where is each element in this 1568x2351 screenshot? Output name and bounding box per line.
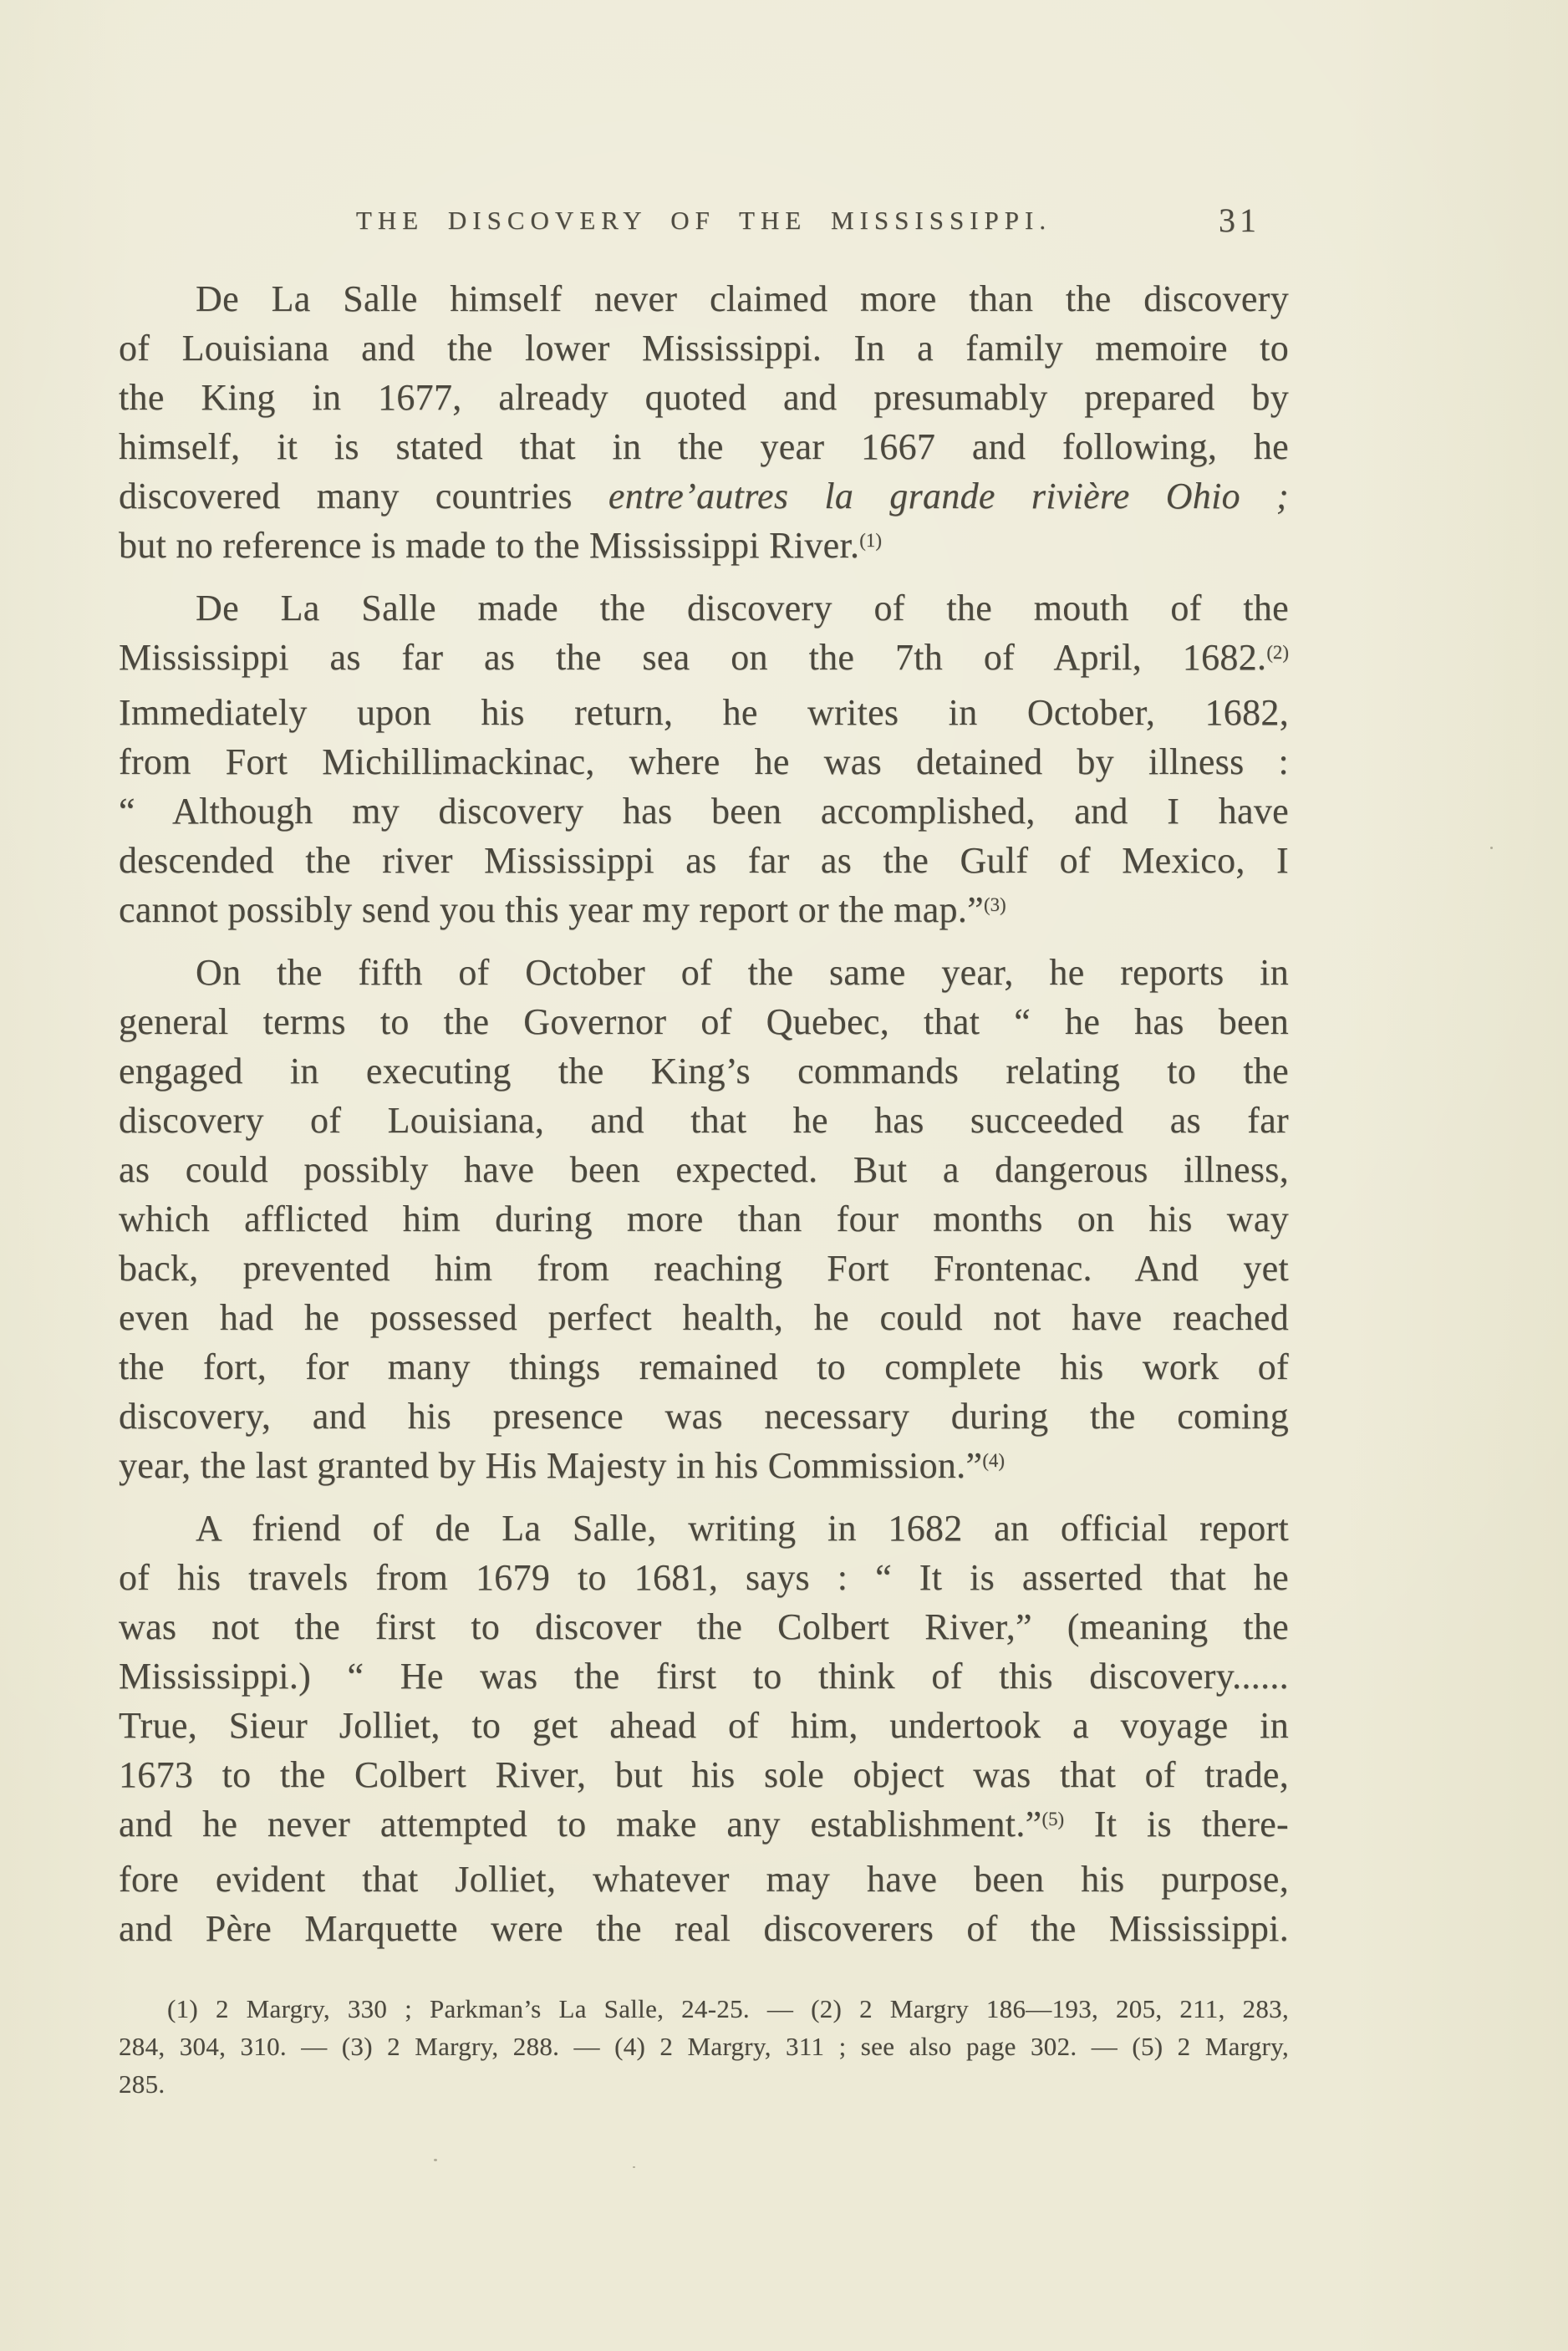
text-segment: It is there-	[1064, 1804, 1289, 1845]
text-segment: De La Salle made the discovery of the mouth of the	[196, 588, 1289, 628]
text-segment: was not the first to discover the Colbert River,” (meaning the	[119, 1606, 1289, 1647]
paragraph	[119, 1504, 1289, 1953]
text-line	[119, 583, 1289, 633]
text-segment: A friend of de La Salle, writing in 1682 an official report	[196, 1508, 1289, 1549]
text-line	[119, 1441, 1289, 1496]
text-line	[119, 1904, 1289, 1953]
text-segment: which afflicted him during more than four months on his way	[119, 1198, 1289, 1239]
text-segment: and Père Marquette were the real discoverers of the Mississippi.	[119, 1908, 1289, 1949]
paragraph	[119, 583, 1289, 940]
text-line	[119, 1504, 1289, 1553]
text-segment: of Louisiana and the lower Mississippi. In a family memoire to	[119, 328, 1289, 369]
text-segment: and he never attempted to make any establishment.”	[119, 1804, 1042, 1845]
text-line	[119, 1342, 1289, 1392]
text-line	[119, 471, 1289, 521]
running-title: THE DISCOVERY OF THE MISSISSIPPI.	[355, 206, 1052, 235]
text-line	[119, 688, 1289, 737]
text-line	[119, 948, 1289, 997]
text-segment: general terms to the Governor of Quebec, that “ he has been	[119, 1001, 1289, 1042]
text-line	[119, 1553, 1289, 1602]
text-segment: himself, it is stated that in the year 1667 and following, he	[119, 426, 1289, 467]
text-line	[119, 1855, 1289, 1904]
text-segment: On the fifth of October of the same year, he reports in	[196, 952, 1289, 993]
text-segment: but no reference is made to the Mississippi River.	[119, 525, 860, 566]
text-segment: (1) 2 Margry, 330 ; Parkman’s La Salle, 24-25. — (2) 2 Margry 186—193, 205, 211, 283,	[167, 1994, 1289, 2023]
text-line	[119, 521, 1289, 576]
text-segment: even had he possessed perfect health, he could not have reached	[119, 1297, 1289, 1338]
text-segment: De La Salle himself never claimed more than the discovery	[196, 278, 1289, 319]
text-segment: 1673 to the Colbert River, but his sole object was that of trade,	[119, 1754, 1289, 1795]
text-line	[119, 274, 1289, 323]
text-block	[119, 201, 1289, 2103]
text-line	[119, 2065, 1289, 2103]
text-segment: Mississippi.) “ He was the first to think of this discovery......	[119, 1656, 1289, 1697]
text-segment: cannot possibly send you this year my report or the map.”	[119, 889, 984, 930]
text-segment: discovery of Louisiana, and that he has succeeded as far	[119, 1100, 1289, 1141]
paper-speck	[1490, 847, 1493, 849]
paper-speck	[633, 2166, 635, 2168]
text-line	[119, 422, 1289, 471]
text-line	[119, 1750, 1289, 1799]
text-line	[119, 1392, 1289, 1441]
text-segment: as could possibly have been expected. But a dangerous illness,	[119, 1149, 1289, 1190]
text-segment: year, the last granted by His Majesty in his Commission.”	[119, 1445, 983, 1486]
text-segment: discovered many countries	[119, 476, 608, 517]
text-line	[119, 1096, 1289, 1145]
text-line	[119, 1046, 1289, 1096]
footnote-ref: (5)	[1041, 1809, 1065, 1830]
text-segment: engaged in executing the King’s commands relating to the	[119, 1051, 1289, 1092]
page-header	[119, 201, 1289, 249]
text-line	[119, 1651, 1289, 1701]
text-segment: the King in 1677, already quoted and presumably prepared by	[119, 377, 1289, 418]
footnote-ref: (1)	[859, 530, 882, 552]
text-segment: fore evident that Jolliet, whatever may have been his purpose,	[119, 1859, 1289, 1900]
paragraph	[119, 1990, 1289, 2103]
text-segment: entre’autres la grande rivière Ohio ;	[608, 476, 1289, 517]
paper-speck	[434, 2159, 437, 2161]
text-line	[119, 2028, 1289, 2065]
text-segment: True, Sieur Jolliet, to get ahead of him, undertook a voyage in	[119, 1705, 1289, 1746]
text-line	[119, 1799, 1289, 1855]
text-segment: Mississippi as far as the sea on the 7th of April, 1682.	[119, 637, 1267, 678]
text-line	[119, 1602, 1289, 1651]
footnotes	[119, 1990, 1289, 2103]
text-line	[119, 1145, 1289, 1194]
paragraph	[119, 274, 1289, 576]
text-line	[119, 786, 1289, 836]
text-segment: back, prevented him from reaching Fort Frontenac. And yet	[119, 1248, 1289, 1289]
text-segment: Immediately upon his return, he writes in October, 1682,	[119, 692, 1289, 733]
text-line	[119, 836, 1289, 885]
text-line	[119, 373, 1289, 422]
text-line	[119, 737, 1289, 786]
body-text	[119, 274, 1289, 1953]
text-line	[119, 323, 1289, 373]
page-number: 31	[1219, 201, 1260, 239]
text-segment: descended the river Mississippi as far as the Gulf of Mexico, I	[119, 840, 1289, 881]
footnote-ref: (3)	[984, 894, 1006, 916]
text-line	[119, 633, 1289, 688]
text-segment: the fort, for many things remained to complete his work of	[119, 1346, 1289, 1387]
text-segment: of his travels from 1679 to 1681, says : “ It is asserted that he	[119, 1557, 1289, 1598]
text-segment: from Fort Michillimackinac, where he was detained by illness :	[119, 741, 1289, 782]
text-segment: discovery, and his presence was necessary during the coming	[119, 1396, 1289, 1437]
text-line	[119, 1194, 1289, 1244]
text-line	[119, 1244, 1289, 1293]
paragraph	[119, 948, 1289, 1496]
text-line	[119, 997, 1289, 1046]
text-segment: “ Although my discovery has been accomplished, and I have	[119, 791, 1289, 832]
text-line	[119, 1293, 1289, 1342]
footnote-ref: (2)	[1266, 642, 1289, 664]
text-line	[119, 1990, 1289, 2028]
text-line	[119, 885, 1289, 940]
text-segment: 285.	[119, 2069, 165, 2099]
footnote-ref: (4)	[982, 1450, 1005, 1472]
text-line	[119, 1701, 1289, 1750]
text-segment: 284, 304, 310. — (3) 2 Margry, 288. — (4) 2 Margry, 311 ; see also page 302. — (5) 2 Margry,	[119, 2032, 1289, 2061]
